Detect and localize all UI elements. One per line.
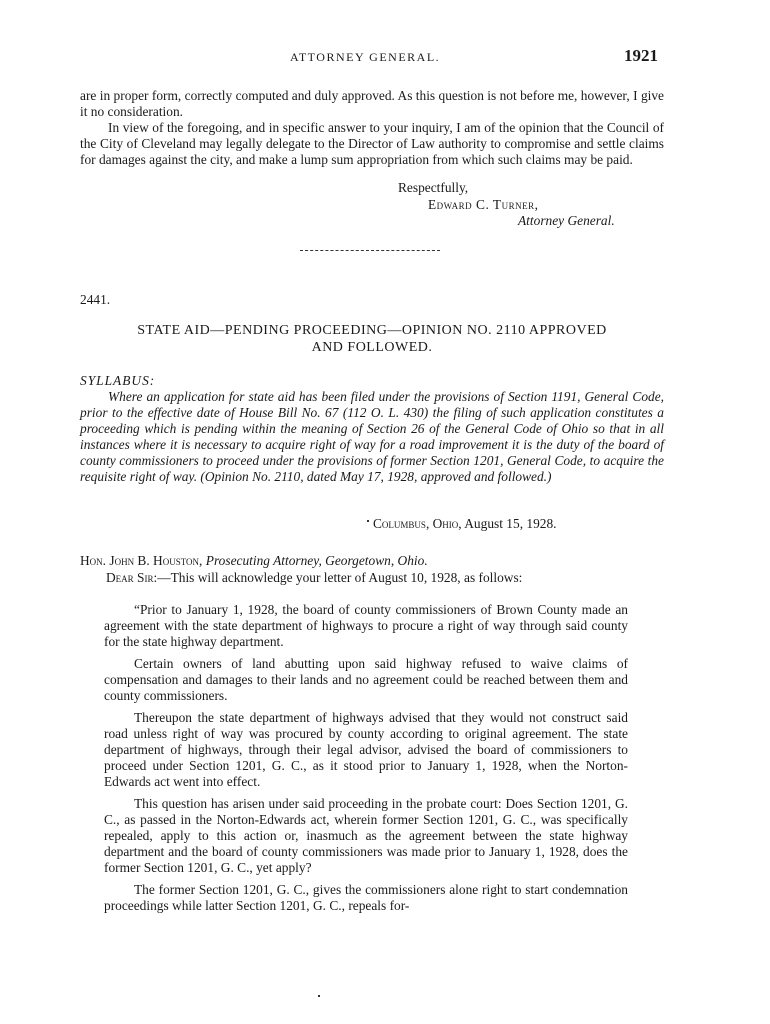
quoted-paragraph: The former Section 1201, G. C., gives the commissioners alone right to start condemnation proceedings while latter Section 1201, G. C., repeals for- — [104, 882, 628, 913]
addressee-name: Hon. John B. Houston, — [80, 553, 203, 568]
opinion-headline — [80, 322, 664, 356]
conclusion-paragraph: In view of the foregoing, and in specific answer to your inquiry, I am of the opinion that the Council of the City of Cleveland may legally delegate to the Director of Law authority to compromise and settle claims for damages against the city, and make a lump sum appropriation from which such claims may be paid. — [80, 120, 664, 167]
scan-speck — [367, 520, 369, 522]
dateline — [373, 516, 557, 532]
addressee-role: Prosecuting Attorney, Georgetown, Ohio. — [205, 553, 428, 568]
dateline-place: Columbus, Ohio, — [373, 516, 462, 531]
salutation-greeting: Dear Sir: — [106, 570, 158, 585]
headline-line-1: STATE AID—PENDING PROCEEDING—OPINION NO. 2110 APPROVED — [137, 323, 607, 338]
quoted-letter — [104, 602, 628, 920]
signature-name: Edward C. Turner, — [428, 197, 539, 212]
page-number: 1921 — [624, 46, 658, 65]
signature-title: Attorney General. — [518, 213, 615, 228]
scan-speck — [318, 995, 320, 997]
addressee — [80, 553, 428, 569]
quoted-paragraph: Certain owners of land abutting upon said highway refused to waive claims of compensation and damages to their lands and no agreement could be reached between them and county commissioners. — [104, 656, 628, 703]
salutation-text: —This will acknowledge your letter of August 10, 1928, as follows: — [157, 570, 523, 585]
syllabus-label: SYLLABUS: — [80, 373, 156, 388]
section-divider — [300, 250, 440, 251]
signature-closing: Respectfully, — [398, 180, 469, 195]
quoted-paragraph: This question has arisen under said proceeding in the probate court: Does Section 1201, G. C., as passed in the Norton-Edwards act, wherein former Section 1201, G. C., was specifically repealed, apply to this action or, inasmuch as the agreement between the state highway department and the board of county commissioners was made prior to January 1, 1928, does the former Section 1201, G. C., yet apply? — [104, 796, 628, 875]
salutation — [106, 570, 522, 586]
opinion-number: 2441. — [80, 292, 111, 307]
prior-opinion-text — [80, 88, 664, 168]
syllabus-text: Where an application for state aid has been filed under the provisions of Section 1191, General Code, prior to the effective date of House Bill No. 67 (112 O. L. 430) the filing of such application constitutes a proceeding which is pending within the meaning of Section 26 of the General Code of Ohio so that in all instances where it is necessary to acquire right of way for a road improvement it is the duty of the board of county commissioners to proceed under the provisions of former Section 1201, General Code, to acquire the requisite right of way. (Opinion No. 2110, dated May 17, 1928, approved and followed.) — [80, 389, 664, 484]
continuation-paragraph: are in proper form, correctly computed and duly approved. As this question is not before me, however, I give it no consideration. — [80, 88, 664, 119]
headline-line-2: AND FOLLOWED. — [311, 340, 433, 355]
quoted-paragraph: Thereupon the state department of highways advised that they would not construct said road unless right of way was procured by county according to original agreement. The state department of highways, through their legal advisor, advised the board of commissioners to proceed under Section 1201, G. C., as it stood prior to January 1, 1928, when the Norton-Edwards act went into effect. — [104, 710, 628, 789]
quoted-paragraph: “Prior to January 1, 1928, the board of county commissioners of Brown County made an agreement with the state department of highways to procure a right of way through said county for the state highway department. — [104, 602, 628, 649]
running-head: ATTORNEY GENERAL. — [290, 50, 441, 64]
dateline-date: August 15, 1928. — [464, 516, 557, 531]
